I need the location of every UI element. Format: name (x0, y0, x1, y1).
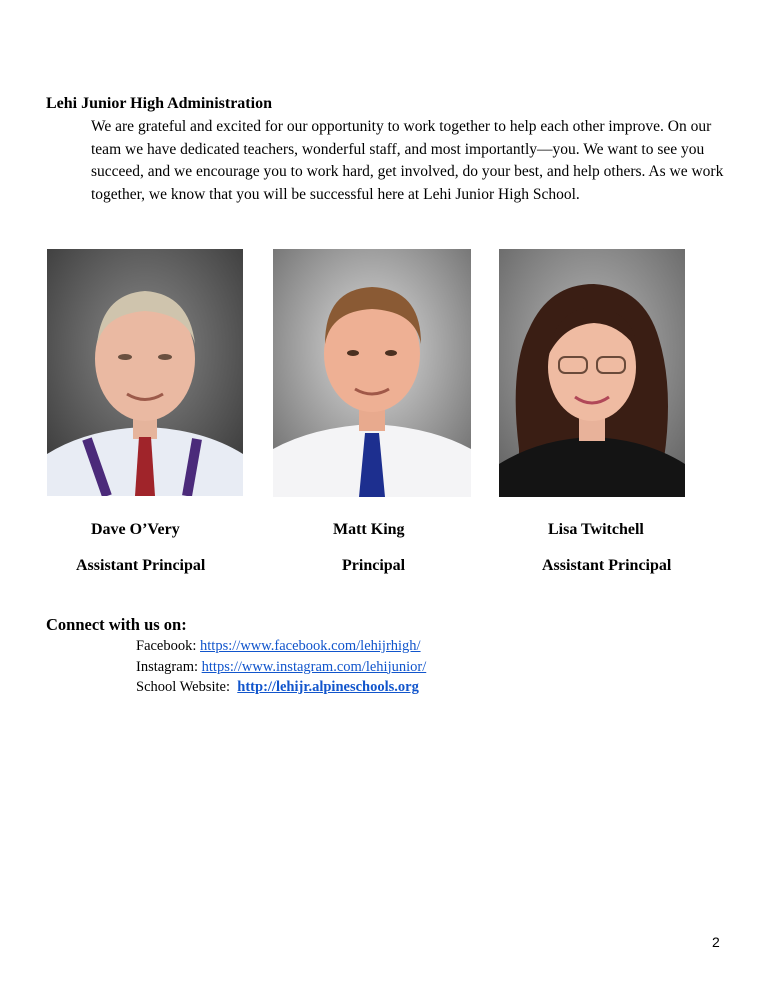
staff-name-3: Lisa Twitchell (548, 521, 644, 538)
connect-title: Connect with us on: (46, 615, 187, 634)
facebook-link[interactable]: https://www.facebook.com/lehijrhigh/ (200, 638, 421, 654)
intro-paragraph: We are grateful and excited for our opportunity to work together to help each other improve. On our team we have dedicated teachers, wonderful staff, and most importantly—you. We want to see you succeed, and we encourage you to work hard, get involved, do your best, and help others. As we work together, we know that you will be successful here at Lehi Junior High School. (91, 118, 724, 203)
instagram-label: Instagram: (136, 658, 202, 675)
website-link-row (136, 677, 426, 698)
staff-name-1: Dave O’Very (91, 521, 180, 538)
page-number: 2 (712, 934, 720, 950)
staff-role-3: Assistant Principal (542, 557, 672, 574)
section-title: Lehi Junior High Administration (46, 95, 272, 112)
staff-name-2: Matt King (333, 521, 405, 538)
staff-role-1: Assistant Principal (76, 557, 206, 574)
instagram-link-row (136, 657, 426, 678)
instagram-link[interactable]: https://www.instagram.com/lehijunior/ (201, 658, 427, 675)
website-label: School Website: (136, 679, 238, 695)
website-link[interactable]: http://lehijr.alpineschools.org (237, 679, 419, 695)
facebook-label: Facebook: (136, 638, 201, 654)
staff-photo-3 (499, 249, 685, 497)
facebook-link-row (136, 636, 426, 657)
staff-photo-2 (273, 249, 471, 497)
staff-photo-1 (47, 249, 243, 496)
staff-role-2: Principal (342, 557, 406, 574)
social-links-list (136, 636, 426, 698)
